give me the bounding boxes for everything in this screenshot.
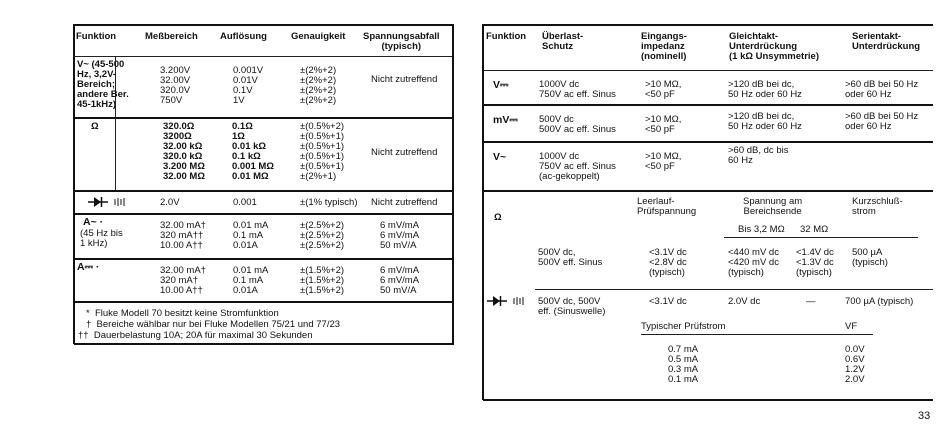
diode-right-short-value: 700 µA (typisch) — [845, 296, 914, 307]
left-table-right-border — [452, 24, 454, 344]
test-current-values: 0.7 mA 0.5 mA 0.3 mA 0.1 mA — [668, 344, 699, 385]
diode-right-fs-value: 2.0V dc — [728, 296, 761, 307]
header-funktion-right: Funktion — [486, 31, 527, 42]
diode-burden: Nicht zutreffend — [371, 197, 438, 208]
right-divider-ohm-diode — [535, 289, 933, 290]
diode-range: 2.0V — [160, 197, 180, 208]
vdc-function-label: V⎓ — [493, 79, 509, 91]
vdc-cmrr: >120 dB bei dc, 50 Hz oder 60 Hz — [728, 79, 802, 100]
ohm-fs-high-values: <1.4V dc <1.3V dc (typisch) — [796, 247, 834, 278]
vdc-impedance: >10 MΩ, <50 pF — [645, 79, 682, 100]
vac-burden: Nicht zutreffend — [371, 74, 438, 85]
right-table-left-border — [482, 24, 484, 400]
vac-function-label: V~ (45-500 Hz, 3,2V- Bereich; andere Ber. 45-1kHz) — [77, 59, 129, 110]
ohm-subheader-low: Bis 3,2 MΩ — [738, 224, 785, 235]
diode-beeper-icon — [88, 196, 132, 208]
left-header-divider — [74, 56, 452, 57]
left-table-top-border — [74, 24, 454, 26]
header-funktion: Funktion — [76, 31, 117, 42]
right-divider-1 — [483, 104, 933, 106]
aac-burden: 6 mV/mA 6 mV/mA 50 mV/A — [380, 220, 420, 251]
vac-right-impedance: >10 MΩ, <50 pF — [645, 151, 682, 172]
header-messbereich: Meßbereich — [145, 31, 198, 42]
mvdc-nmrr: >60 dB bei 50 Hz oder 60 Hz — [845, 111, 919, 132]
left-divider-3 — [74, 213, 452, 215]
ohm-subheader-high: 32 MΩ — [800, 224, 829, 235]
mvdc-function-label: mV⎓ — [493, 114, 518, 126]
adc-function-label: A⎓ · — [77, 261, 100, 273]
vf-heading: VF — [845, 321, 858, 332]
right-divider-3 — [483, 190, 933, 192]
ohm-open-circuit-heading: Leerlauf- Prüfspannung — [637, 196, 697, 217]
header-aufloesung: Auflösung — [220, 31, 267, 42]
adc-burden: 6 mV/mA 6 mV/mA 50 mV/A — [380, 265, 420, 296]
aac-accuracy: ±(2.5%+2) ±(2.5%+2) ±(2.5%+2) — [300, 220, 345, 251]
right-divider-2 — [483, 141, 933, 143]
left-divider-2 — [74, 190, 452, 192]
aac-function-label: A~ · — [83, 216, 104, 228]
right-table-top-border — [483, 24, 933, 26]
mvdc-impedance: >10 MΩ, <50 pF — [645, 114, 682, 135]
vac-right-function-label: V~ — [493, 151, 507, 163]
test-current-heading: Typischer Prüfstrom — [641, 321, 726, 332]
vf-values: 0.0V 0.6V 1.2V 2.0V — [845, 344, 865, 385]
vdc-protection: 1000V dc 750V ac eff. Sinus — [539, 79, 616, 100]
left-table-left-border — [73, 24, 75, 344]
adc-accuracy: ±(1.5%+2) ±(1.5%+2) ±(1.5%+2) — [300, 265, 345, 296]
header-spannungsabfall: Spannungsabfall (typisch) — [363, 31, 440, 52]
ohm-short-circuit-heading: Kurzschluß- strom — [852, 196, 903, 217]
aac-ranges: 32.00 mA† 320 mA†† 10.00 A†† — [160, 220, 206, 251]
ohm-full-scale-heading: Spannung am Bereichsende — [743, 196, 803, 217]
left-table-bottom-border — [74, 343, 454, 345]
ohm-ranges: 320.0Ω 3200Ω 32.00 kΩ 320.0 kΩ 3.200 MΩ 32.00 MΩ — [163, 121, 205, 182]
vdc-nmrr: >60 dB bei 50 Hz oder 60 Hz — [845, 79, 919, 100]
diode-right-open-value: <3.1V dc — [649, 296, 687, 307]
header-genauigkeit: Genauigkeit — [291, 31, 346, 42]
left-divider-1 — [74, 117, 452, 119]
diode-accuracy: ±(1% typisch) — [300, 197, 358, 208]
diode-beeper-icon-right — [487, 295, 531, 307]
adc-ranges: 32.00 mA† 320 mA† 10.00 A†† — [160, 265, 206, 296]
vac-accuracy: ±(2%+2) ±(2%+2) ±(2%+2) ±(2%+2) — [300, 65, 337, 106]
header-serientakt: Serientakt- Unterdrückung — [852, 31, 921, 52]
aac-frequency-note: (45 Hz bis 1 kHz) — [80, 228, 123, 249]
ohm-fs-low-values: <440 mV dc <420 mV dc (typisch) — [728, 247, 779, 278]
page-number: 33 — [918, 410, 931, 422]
vac-ranges: 3.200V 32.00V 320.0V 750V — [160, 65, 191, 106]
ohm-protection: 500V dc, 500V eff. Sinus — [538, 247, 603, 268]
ohm-short-values: 500 µA (typisch) — [852, 247, 888, 268]
ohm-resolution: 0.1Ω 1Ω 0.01 kΩ 0.1 kΩ 0.001 MΩ 0.01 MΩ — [232, 121, 274, 182]
ohm-burden: Nicht zutreffend — [371, 147, 438, 158]
left-divider-4 — [74, 258, 452, 260]
header-gleichtakt: Gleichtakt- Unterdrückung (1 kΩ Unsymmetrie) — [729, 31, 819, 62]
test-current-rule — [641, 334, 873, 335]
diode-resolution: 0.001 — [233, 197, 257, 208]
ohm-accuracy: ±(0.5%+2) ±(0.5%+1) ±(0.5%+1) ±(0.5%+1) ±(0.5%+1) ±(2%+1) — [300, 121, 345, 182]
right-table-bottom-border — [483, 399, 933, 401]
header-eingangsimpedanz: Eingangs- impedanz (nominell) — [641, 31, 687, 62]
footnote-continuous-load: †† Dauerbelastung 10A; 20A für maximal 30 Sekunden — [78, 330, 313, 341]
diode-right-fs-high: — — [806, 296, 816, 307]
footnote-selectable-ranges: † Bereiche wählbar nur bei Fluke Modellen 75/21 und 77/23 — [86, 319, 341, 330]
ohm-function-label: Ω — [91, 121, 99, 132]
left-divider-5 — [74, 301, 452, 303]
header-ueberlast: Überlast- Schutz — [542, 31, 584, 52]
adc-resolution: 0.01 mA 0.1 mA 0.01A — [233, 265, 269, 296]
right-header-divider — [483, 70, 933, 71]
vac-resolution: 0.001V 0.01V 0.1V 1V — [233, 65, 264, 106]
ohm-open-values: <3.1V dc <2.8V dc (typisch) — [649, 247, 687, 278]
vac-right-cmrr: >60 dB, dc bis 60 Hz — [728, 145, 789, 166]
ohm-subheader-rule — [724, 237, 918, 238]
diode-right-protection: 500V dc, 500V eff. (Sinuswelle) — [538, 296, 606, 317]
ohm-right-function-label: Ω — [494, 212, 502, 223]
aac-resolution: 0.01 mA 0.1 mA 0.01A — [233, 220, 269, 251]
footnote-model-70: * Fluke Modell 70 besitzt keine Stromfunktion — [86, 308, 279, 319]
vac-right-protection: 1000V dc 750V ac eff. Sinus (ac-gekoppelt) — [539, 151, 616, 182]
mvdc-protection: 500V dc 500V ac eff. Sinus — [539, 114, 616, 135]
mvdc-cmrr: >120 dB bei dc, 50 Hz oder 60 Hz — [728, 111, 802, 132]
